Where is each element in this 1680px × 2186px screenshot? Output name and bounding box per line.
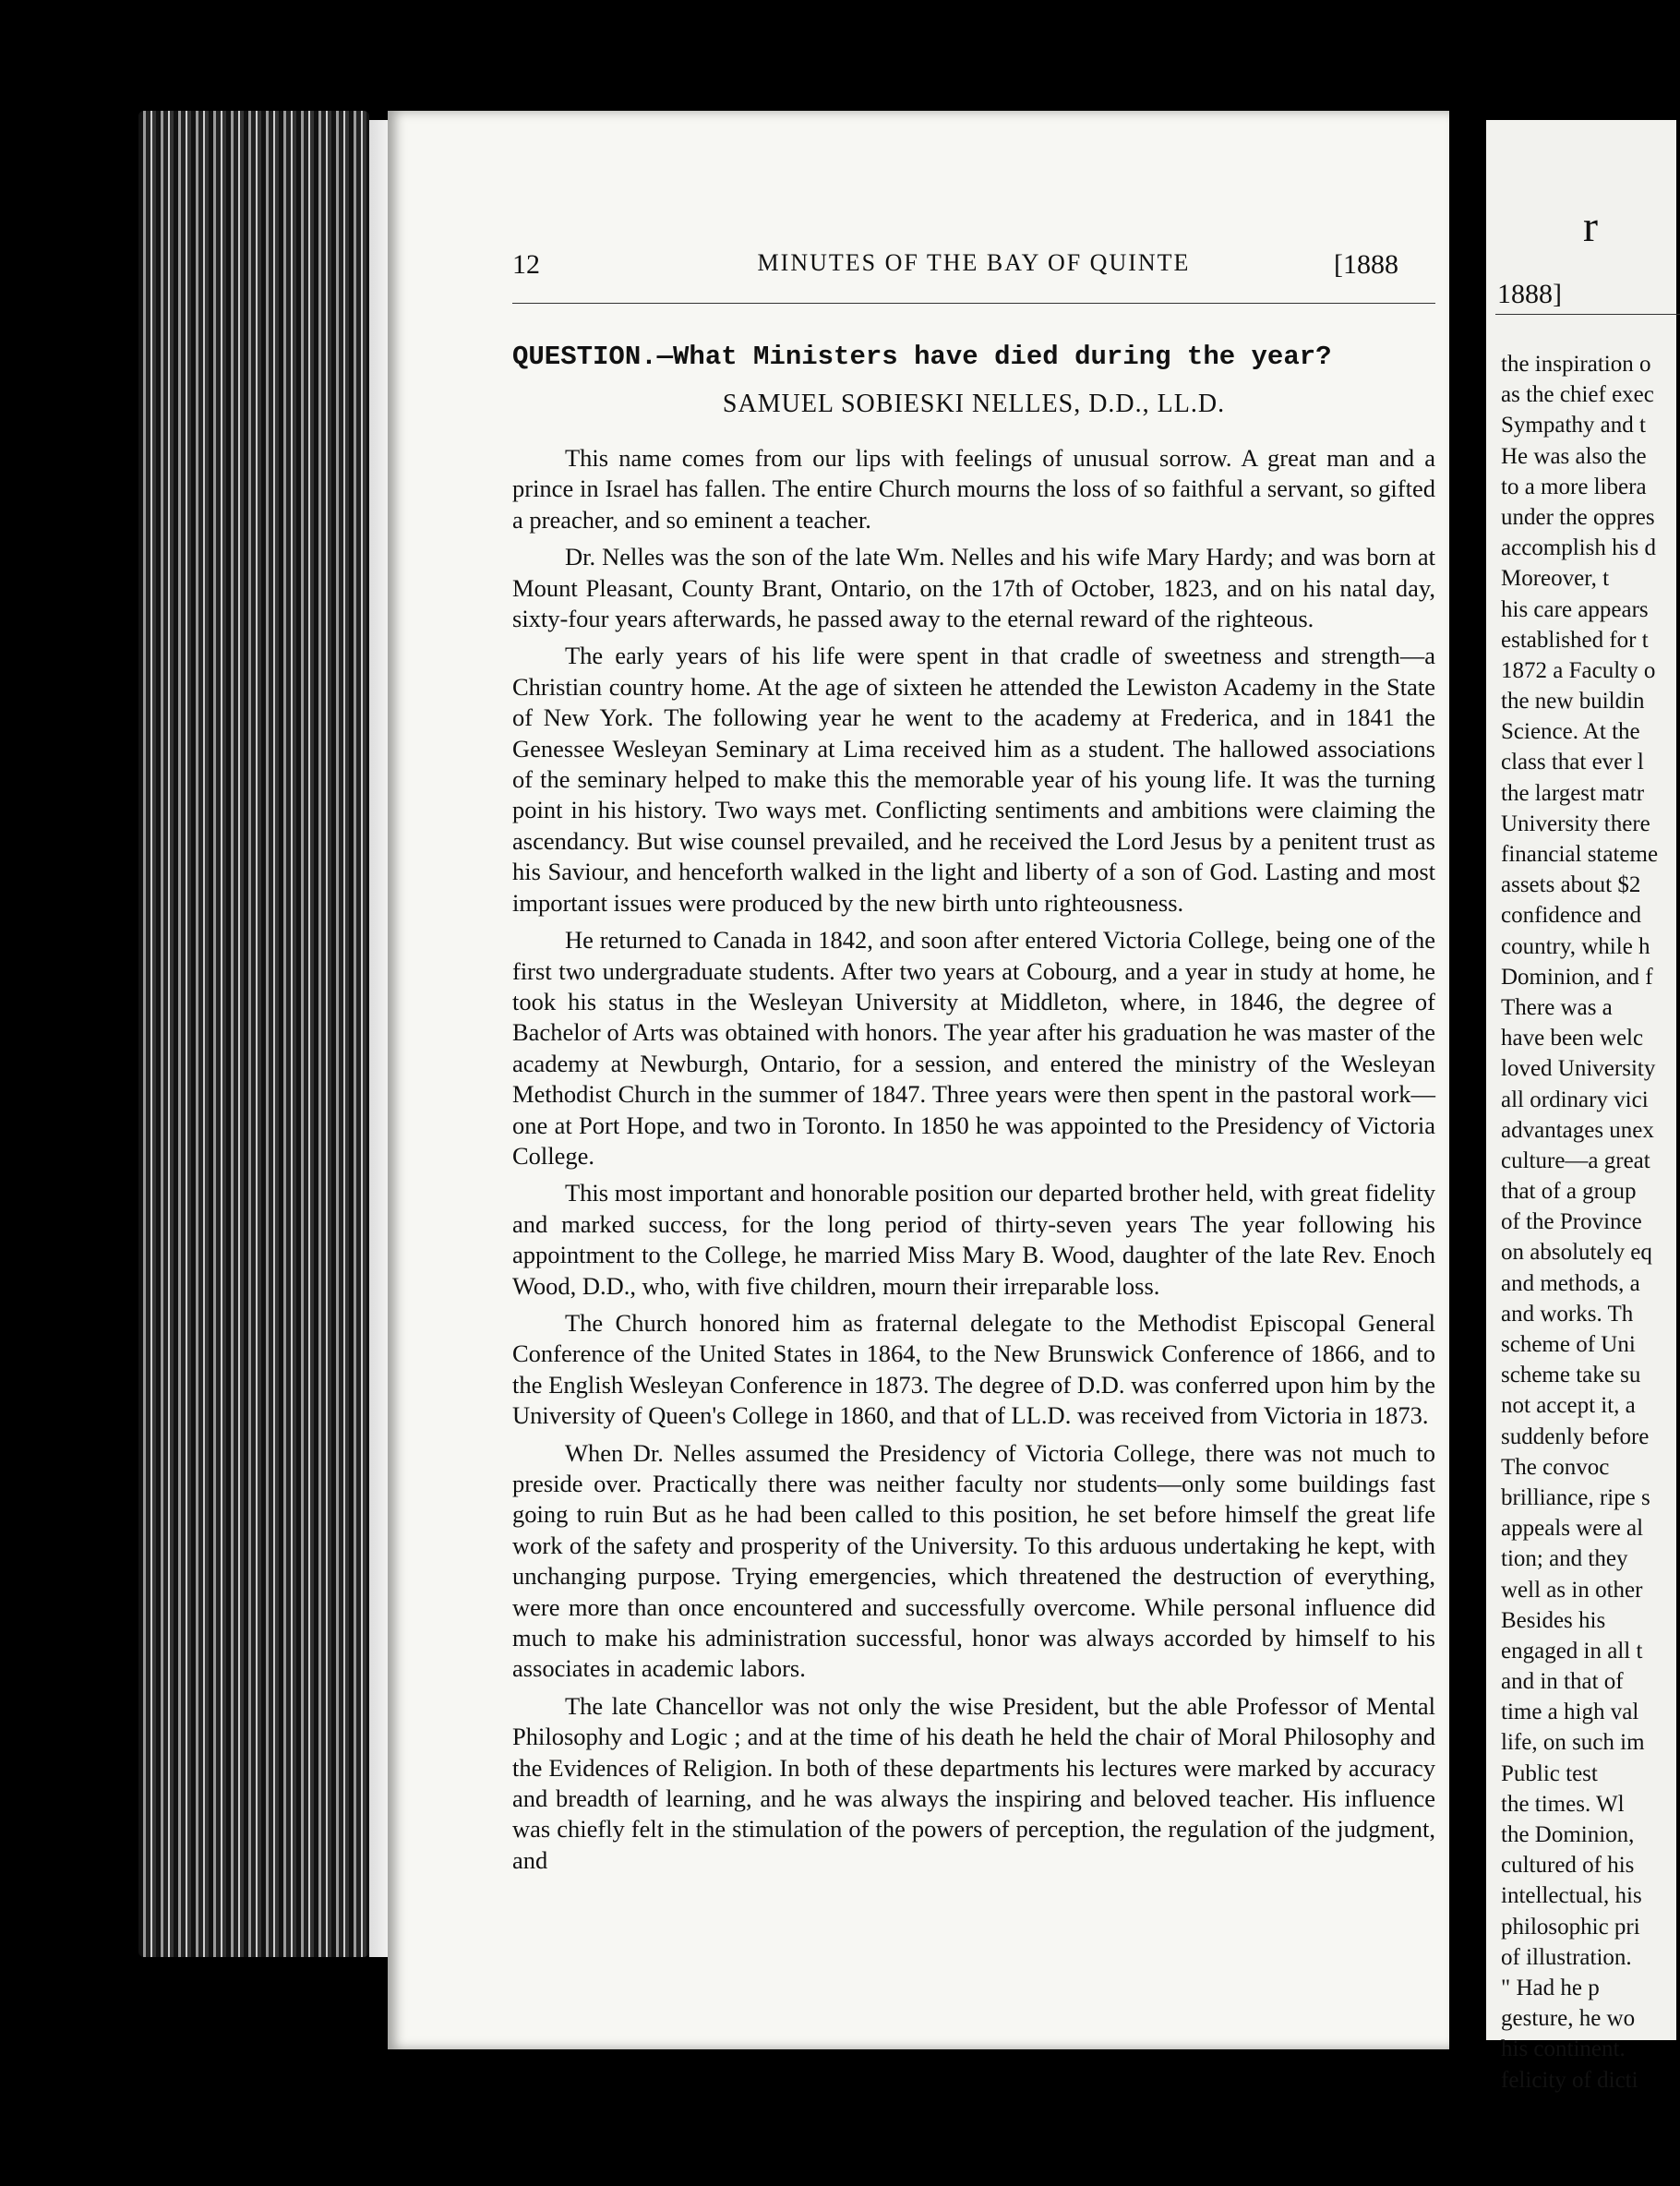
next-page-line: " Had he p xyxy=(1501,1975,1600,2000)
next-page-line: class that ever l xyxy=(1501,750,1644,775)
next-page-line: time a high val xyxy=(1501,1700,1639,1725)
page-header xyxy=(512,249,1435,295)
paragraph: The early years of his life were spent in that cradle of sweetness and strength—a Christian country home. At the age of sixteen he attended the Lewiston Academy in the State of New York. The following year he went to the academy at Frederica, and in 1841 the Genessee Wesleyan Seminary at Lima received him as a student. The hallowed associations of the seminary helped to make this the memorable year of his young life. It was the turning point in his history. Two ways met. Conflicting sentiments and ambitions were claiming the ascendancy. But wise counsel prevailed, and he received the Lord Jesus by a penitent trust as his Saviour, and henceforth walked in the light and liberty of a son of God. Lasting and most important issues were produced by the new birth unto righteousness. xyxy=(512,642,1435,917)
next-page-line: his continent. xyxy=(1501,2036,1626,2062)
page-number: 12 xyxy=(512,249,540,280)
next-page-line: Public test xyxy=(1501,1760,1598,1786)
next-page-line: cultured of his xyxy=(1501,1853,1635,1879)
next-page-line: engaged in all t xyxy=(1501,1638,1643,1664)
next-page-line: and methods, a xyxy=(1501,1270,1640,1296)
left-page xyxy=(388,111,1449,2049)
next-page-line: He was also the xyxy=(1501,443,1647,469)
next-page-line: his care appears xyxy=(1501,596,1649,622)
next-page-line: the largest matr xyxy=(1501,780,1645,806)
next-page-line: life, on such im xyxy=(1501,1730,1645,1756)
paragraph: When Dr. Nelles assumed the Presidency of Victoria College, there was not much to preside over. Practically there was neither faculty nor students—only some buildings fast going to ruin But as he had been called to this position, he set before himself the great life work of the safety and prosperity of the University. To this arduous undertaking he kept, with unchanging purpose. Trying emergencies, which threatened the destruction of everything, were more than once encountered and successfully overcome. While personal influence did much to make his administration successful, honor was always accorded by himself to his associates in academic labors. xyxy=(512,1438,1435,1683)
next-page-line: brilliance, ripe s xyxy=(1501,1484,1650,1510)
next-page-line: There was a xyxy=(1501,994,1613,1020)
next-page-rule xyxy=(1495,314,1680,315)
paragraph: The late Chancellor was not only the wise President, but the able Professor of Mental Philosophy and Logic ; and at the time of his death he held the chair of Moral Philosophy and the Evidences of Religion. In both of these departments his lectures were marked by accuracy and breadth of learning, and he was always the inspiring and beloved teacher. His influence was chiefly felt in the stimulation of the powers of perception, the regulation of the judgment, and xyxy=(512,1691,1435,1874)
next-page-line: to a more libera xyxy=(1501,474,1647,499)
question-heading: QUESTION.—What Ministers have died during the year? xyxy=(512,342,1332,372)
next-page-line: appeals were al xyxy=(1501,1516,1644,1542)
paragraph: Dr. Nelles was the son of the late Wm. Nelles and his wife Mary Hardy; and was born at Mount Pleasant, County Brant, Ontario, on the 17th of October, 1823, and on his natal day, sixty-four years afterwards, he passed away to the eternal reward of the righteous. xyxy=(512,543,1435,633)
next-page-line: intellectual, his xyxy=(1501,1883,1642,1909)
running-title: MINUTES OF THE BAY OF QUINTE xyxy=(757,249,1191,276)
next-page-line: suddenly before xyxy=(1501,1423,1650,1449)
paragraph: He returned to Canada in 1842, and soon after entered Victoria College, being one of the first two undergraduate students. After two years at Cobourg, and a year in study at home, he took his status in the Wesleyan University at Middleton, where, in 1846, the degree of Bachelor of Arts was obtained with honors. The year after his graduation he was master of the academy at Newburgh, Ontario, for a session, and entered the ministry of the Wesleyan Methodist Church in the summer of 1847. Three years were then spent in the pastoral work—one at Port Hope, and two in Toronto. In 1850 he was appointed to the Presidency of Victoria College. xyxy=(512,926,1435,1170)
next-page-line: the inspiration o xyxy=(1501,352,1651,377)
next-page-line: 1872 a Faculty o xyxy=(1501,657,1656,683)
book-fore-edge xyxy=(138,111,369,1957)
right-page-fragment xyxy=(1486,120,1676,2093)
next-page-line: gesture, he wo xyxy=(1501,2006,1636,2032)
next-page-line: financial stateme xyxy=(1501,842,1659,867)
next-page-line: confidence and xyxy=(1501,903,1642,929)
next-page-line: that of a group xyxy=(1501,1179,1637,1205)
next-page-line: scheme of Uni xyxy=(1501,1332,1636,1357)
next-page-line: The convoc xyxy=(1501,1454,1610,1480)
next-page-line: and works. Th xyxy=(1501,1301,1634,1327)
next-page-line: the Dominion, xyxy=(1501,1822,1635,1847)
next-page-line: under the oppres xyxy=(1501,504,1655,530)
next-page-line: well as in other xyxy=(1501,1577,1643,1603)
obituary-subject: SAMUEL SOBIESKI NELLES, D.D., LL.D. xyxy=(722,390,1226,418)
next-page-line: philosophic pri xyxy=(1501,1914,1640,1940)
next-page-line: country, while h xyxy=(1501,933,1650,959)
paragraph: The Church honored him as fraternal delegate to the Methodist Episcopal General Conference of the United States in 1864, to the New Brunswick Conference of 1866, and to the English Wesleyan Conference in 1873. The degree of D.D. was conferred upon him by the University of Queen's College in 1860, and that of LL.D. was received from Victoria in 1873. xyxy=(512,1308,1435,1430)
next-page-line: of illustration. xyxy=(1501,1944,1632,1970)
next-page-text xyxy=(1501,349,1658,2096)
next-page-line: as the chief exec xyxy=(1501,382,1654,408)
obituary-body xyxy=(512,443,1435,1882)
next-page-line: the times. Wl xyxy=(1501,1791,1625,1817)
next-page-line: all ordinary vici xyxy=(1501,1087,1649,1112)
next-page-line: tion; and they xyxy=(1501,1546,1628,1572)
next-page-line: Sympathy and t xyxy=(1501,413,1646,438)
next-page-line: Dominion, and f xyxy=(1501,964,1653,990)
next-page-line: on absolutely eq xyxy=(1501,1240,1652,1266)
next-page-line: the new buildin xyxy=(1501,689,1645,715)
header-year: [1888 xyxy=(1334,249,1398,280)
next-page-line: advantages unex xyxy=(1501,1117,1654,1143)
header-rule xyxy=(512,303,1435,304)
next-page-line: of the Province xyxy=(1501,1209,1642,1235)
next-page-line: University there xyxy=(1501,811,1650,836)
next-page-line: felicity of dicti xyxy=(1501,2067,1638,2093)
paragraph: This name comes from our lips with feelings of unusual sorrow. A great man and a prince in Israel has fallen. The entire Church mourns the loss of so faithful a servant, so gifted a preacher, and so eminent a teacher. xyxy=(512,444,1435,534)
margin-mark: r xyxy=(1583,202,1598,251)
next-page-line: and in that of xyxy=(1501,1669,1624,1695)
next-page-line: scheme take su xyxy=(1501,1363,1641,1388)
next-page-line: accomplish his d xyxy=(1501,535,1657,561)
next-page-line: have been welc xyxy=(1501,1026,1644,1051)
next-page-line: assets about $2 xyxy=(1501,872,1641,898)
next-page-year: 1888] xyxy=(1497,279,1562,309)
next-page-line: loved University xyxy=(1501,1056,1656,1082)
next-page-line: not accept it, a xyxy=(1501,1393,1636,1419)
next-page-line: Moreover, t xyxy=(1501,566,1610,592)
next-page-line: culture—a great xyxy=(1501,1147,1650,1173)
next-page-line: established for t xyxy=(1501,627,1649,653)
next-page-line: Besides his xyxy=(1501,1607,1606,1633)
next-page-line: Science. At the xyxy=(1501,719,1640,745)
paragraph: This most important and honorable position our departed brother held, with great fidelity and marked success, for the long period of thirty-seven years The year following his appointment to the College, he married Miss Mary B. Wood, daughter of the late Rev. Enoch Wood, D.D., who, with five children, mourn their irreparable loss. xyxy=(512,1179,1435,1300)
